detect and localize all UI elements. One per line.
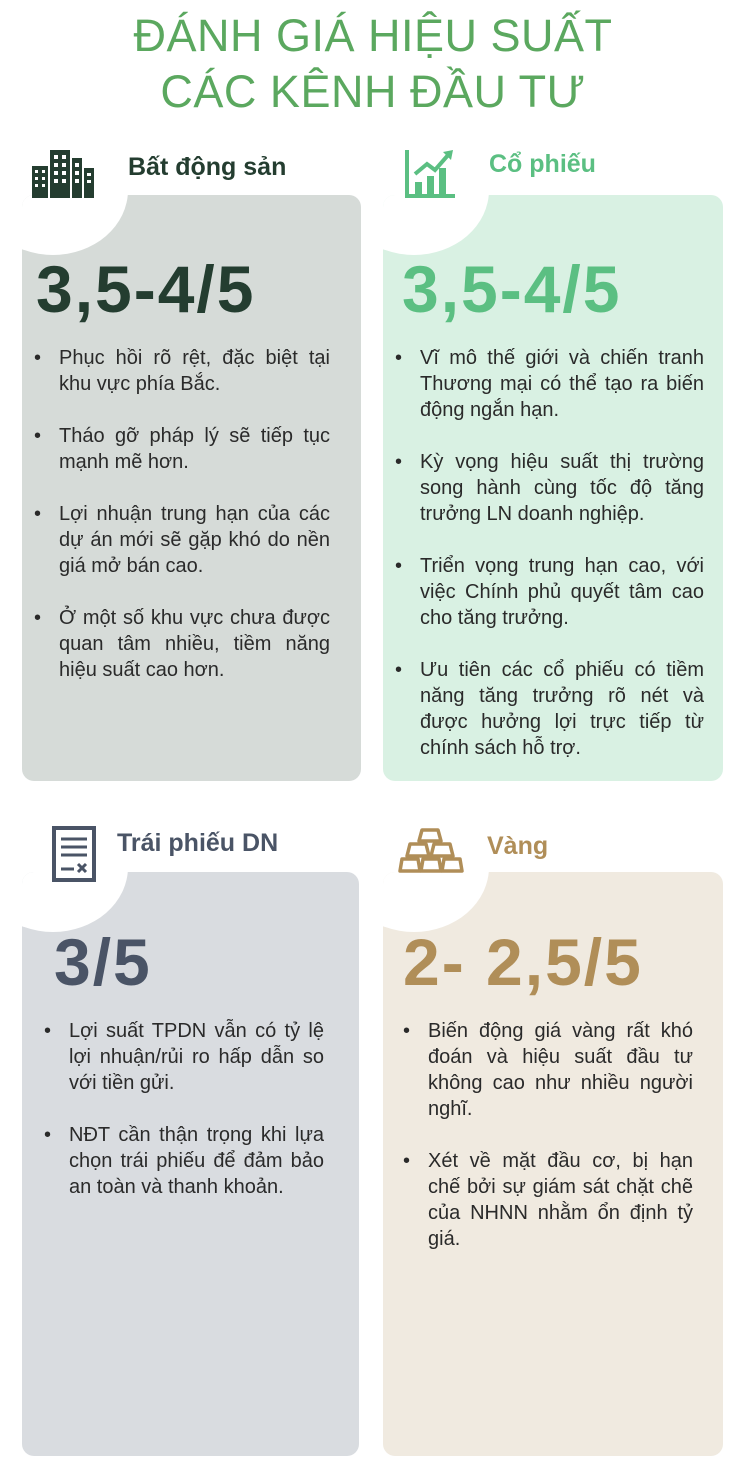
card-real-estate: [22, 195, 361, 781]
score-corporate-bonds: 3/5: [54, 925, 152, 999]
bullet-item: • Ở một số khu vực chưa được quan tâm nhiều, tiềm năng hiệu suất cao hơn.: [34, 605, 330, 683]
card-gold: [383, 872, 723, 1456]
bullet-item: • Tháo gỡ pháp lý sẽ tiếp tục mạnh mẽ hơn.: [34, 423, 330, 475]
card-label-gold: Vàng: [487, 832, 549, 860]
bullet-item: • Xét về mặt đầu cơ, bị hạn chế bởi sự giám sát chặt chẽ của NHNN nhằm ổn định tỷ giá.: [403, 1148, 693, 1252]
bullet-list-stocks: [395, 345, 704, 781]
gold-bars-icon: [398, 826, 464, 874]
card-label-corporate-bonds: Trái phiếu DN: [117, 829, 279, 857]
buildings-icon: [32, 150, 94, 198]
bullet-list-corporate-bonds: [44, 1018, 324, 1226]
bullet-item: • Biến động giá vàng rất khó đoán và hiệu suất đầu tư không cao như nhiều người nghĩ.: [403, 1018, 693, 1122]
growth-chart-icon: [403, 148, 457, 200]
score-gold: 2- 2,5/5: [403, 925, 643, 999]
bullet-item: • NĐT cần thận trọng khi lựa chọn trái phiếu để đảm bảo an toàn và thanh khoản.: [44, 1122, 324, 1200]
card-label-real-estate: Bất động sản: [128, 153, 287, 181]
title-line-2: CÁC KÊNH ĐẦU TƯ: [160, 66, 586, 117]
bullet-item: • Vĩ mô thế giới và chiến tranh Thương mại có thể tạo ra biến động ngắn hạn.: [395, 345, 704, 423]
title-line-1: ĐÁNH GIÁ HIỆU SUẤT: [133, 10, 613, 61]
bullet-list-real-estate: [34, 345, 330, 709]
bullet-item: • Lợi nhuận trung hạn của các dự án mới sẽ gặp khó do nền giá mở bán cao.: [34, 501, 330, 579]
bullet-item: • Ưu tiên các cổ phiếu có tiềm năng tăng trưởng rõ nét và được hưởng lợi trực tiếp từ chính sách hỗ trợ.: [395, 657, 704, 761]
bond-document-icon: [52, 826, 96, 882]
bullet-list-gold: [403, 1018, 693, 1278]
page-title: [0, 8, 746, 120]
card-label-stocks: Cổ phiếu: [489, 150, 596, 178]
score-real-estate: 3,5-4/5: [36, 252, 256, 326]
bullet-item: • Kỳ vọng hiệu suất thị trường song hành cùng tốc độ tăng trưởng LN doanh nghiệp.: [395, 449, 704, 527]
bullet-item: • Triển vọng trung hạn cao, với việc Chính phủ quyết tâm cao cho tăng trưởng.: [395, 553, 704, 631]
bullet-item: • Phục hồi rõ rệt, đặc biệt tại khu vực phía Bắc.: [34, 345, 330, 397]
score-stocks: 3,5-4/5: [402, 252, 622, 326]
card-corporate-bonds: [22, 872, 359, 1456]
card-stocks: [383, 195, 723, 781]
bullet-item: • Lợi suất TPDN vẫn có tỷ lệ lợi nhuận/rủi ro hấp dẫn so với tiền gửi.: [44, 1018, 324, 1096]
